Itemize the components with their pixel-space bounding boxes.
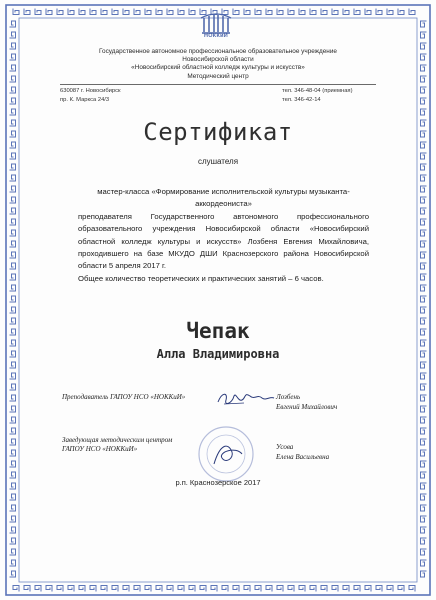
head-full-name: Елена Васильевна: [276, 453, 330, 461]
place-and-year: р.п. Краснозерское 2017: [175, 478, 261, 487]
teacher-signature: [214, 388, 276, 410]
course-line-1: мастер-класса «Формирование исполнительской культуры музыканта-: [97, 187, 350, 196]
course-hours: Общее количество теоретических и практических занятий – 6 часов.: [78, 273, 324, 283]
org-line-1: Государственное автономное профессиональное образовательное учреждение: [99, 48, 337, 55]
org-line-2: Новосибирской области: [182, 56, 254, 63]
teacher-role: Преподаватель ГАПОУ НСО «НОККиИ»: [62, 393, 186, 401]
official-stamp: [196, 424, 256, 484]
postal-address: 630087 г. Новосибирск: [60, 88, 121, 94]
head-role-line-1: Заведующая методическим центром: [62, 436, 173, 444]
street-address: пр. К. Маркса 24/3: [60, 97, 110, 103]
teacher-full-name: Евгений Михайлович: [276, 403, 338, 411]
org-line-3: «Новосибирский областной колледж культуры и искусств»: [131, 64, 305, 71]
head-surname: Усова: [276, 443, 294, 451]
logo-text: НОККиИ: [203, 33, 229, 39]
phone-reception: тел. 346-48-04 (приемная): [282, 88, 353, 94]
certificate-title: Сертификат: [143, 118, 293, 146]
course-line-2: аккордеониста»: [195, 199, 252, 209]
recipient-given-names: Алла Владимировна: [156, 347, 280, 361]
head-role-line-2: ГАПОУ НСО «НОККиИ»: [62, 445, 138, 453]
org-line-4: Методический центр: [187, 73, 249, 80]
teacher-surname: Лозбень: [276, 393, 301, 401]
college-logo: [196, 12, 236, 46]
course-description: преподавателя Государственного автономного профессионального образовательного учреждения Новосибирской области «Новосибирский областной колледж культуры и искусств» Лозбеня Евгения Михайловича, проходившего на базе МКУДО ДШИ Краснозерского района Новосибирской области 5 апреля 2017 г.: [78, 211, 369, 271]
recipient-surname: Чепак: [186, 319, 250, 343]
phone-secondary: тел. 346-42-14: [282, 97, 321, 103]
header-divider: [60, 84, 376, 85]
certificate-subtitle: слушателя: [197, 157, 239, 166]
certificate-body: [78, 186, 369, 285]
